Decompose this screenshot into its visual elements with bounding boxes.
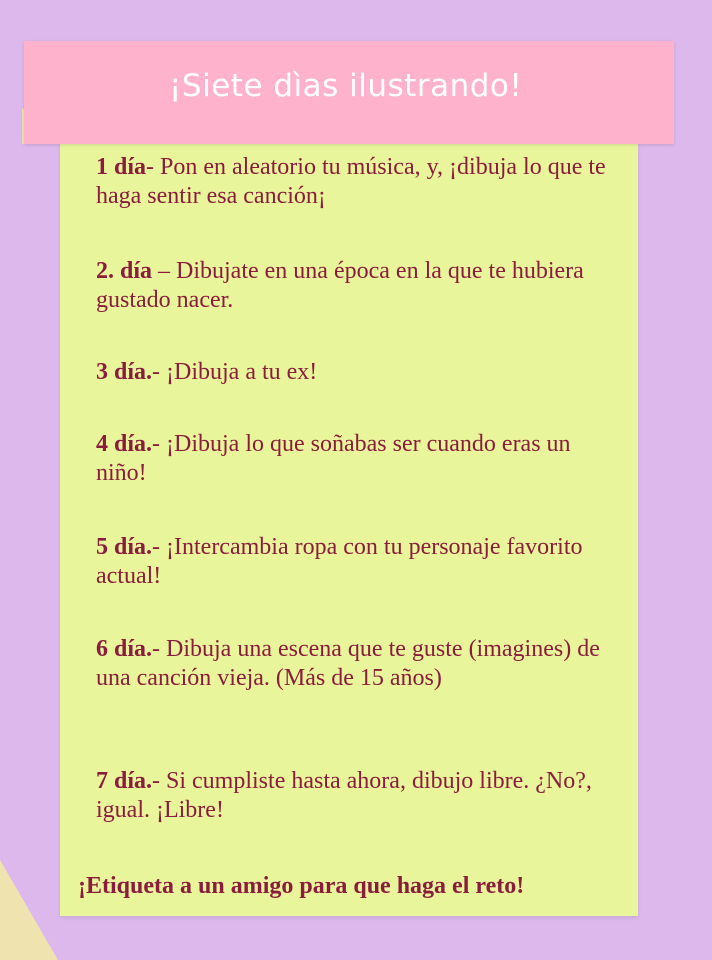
corner-accent-bottom: [0, 860, 58, 960]
day-text-2: – Dibujate en una época en la que te hubiera gustado nacer.: [96, 258, 584, 313]
page-title: ¡Siete dìas ilustrando!: [169, 68, 523, 104]
day-entry-7: [96, 767, 616, 825]
day-text-3: - ¡Dibuja a tu ex!: [152, 359, 318, 385]
day-entry-4: [96, 430, 616, 488]
day-label-6: 6 día.: [96, 636, 153, 662]
day-text-1: - Pon en aleatorio tu música, y, ¡dibuja lo que te haga sentir esa canción¡: [96, 154, 606, 209]
call-to-action: ¡Etiqueta a un amigo para que haga el reto!: [78, 873, 525, 899]
day-entry-1: [96, 153, 616, 211]
day-label-2: 2. día: [96, 258, 153, 284]
day-entry-5: [96, 533, 616, 591]
day-label-4: 4 día.: [96, 431, 153, 457]
day-entry-3: [96, 358, 616, 387]
day-text-7: - Si cumpliste hasta ahora, dibujo libre. ¿No?, igual. ¡Libre!: [96, 768, 592, 823]
day-entry-6: [96, 635, 616, 693]
day-text-4: - ¡Dibuja lo que soñabas ser cuando eras un niño!: [96, 431, 571, 486]
day-entry-2: [96, 257, 616, 315]
day-label-1: 1 día: [96, 154, 147, 180]
day-text-6: - Dibuja una escena que te guste (imagines) de una canción vieja. (Más de 15 años): [96, 636, 600, 691]
day-label-3: 3 día.: [96, 359, 153, 385]
day-text-5: - ¡Intercambia ropa con tu personaje favorito actual!: [96, 534, 583, 589]
title-banner: [24, 41, 674, 144]
day-label-7: 7 día.: [96, 768, 153, 794]
day-label-5: 5 día.: [96, 534, 153, 560]
